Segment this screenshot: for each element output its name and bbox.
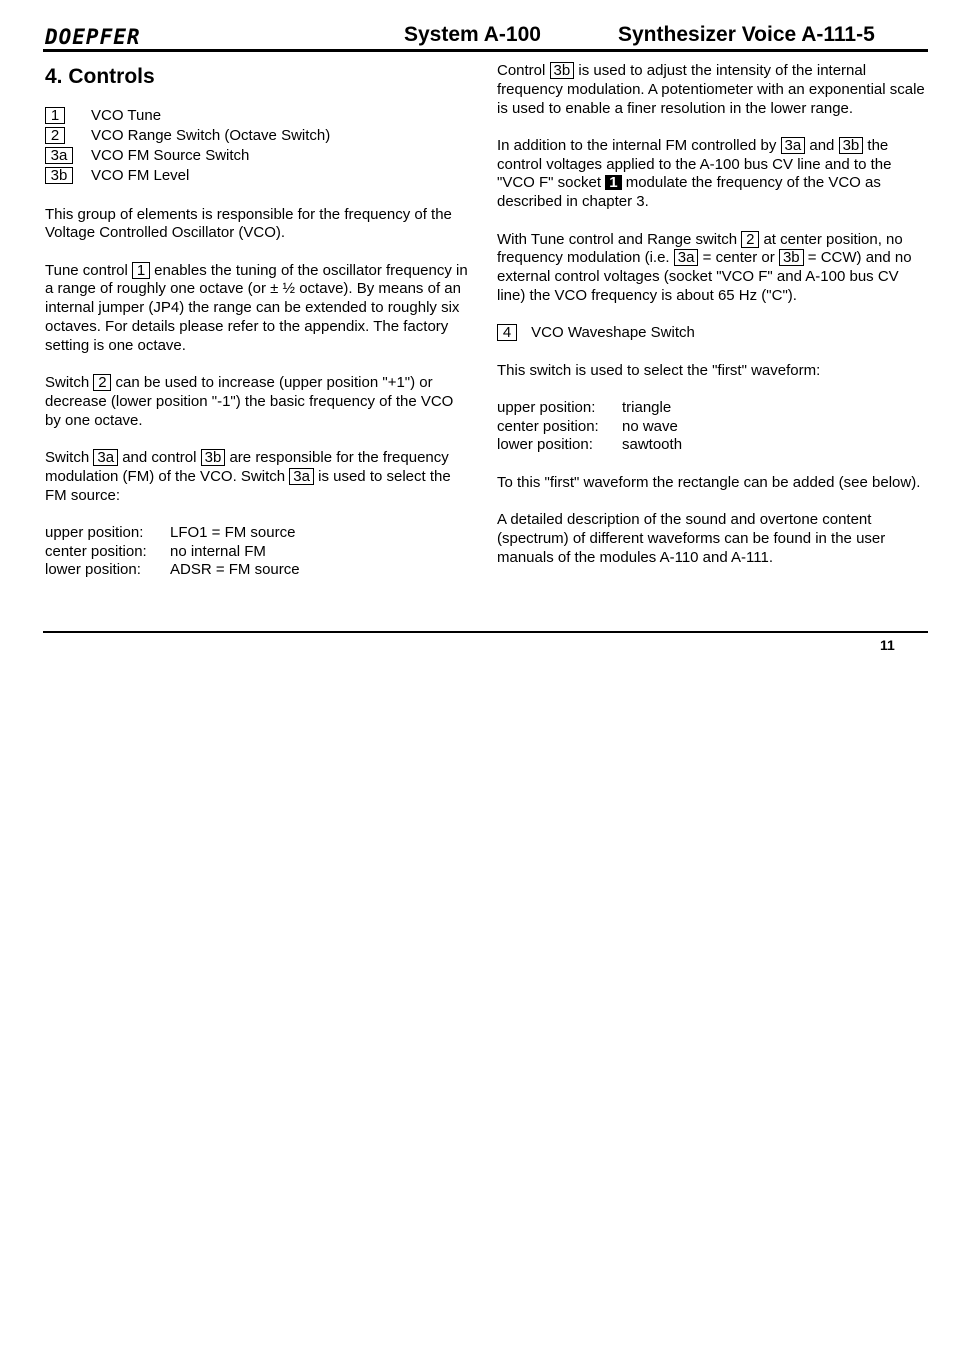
ref-box: 3a [93, 449, 118, 466]
position-row [497, 418, 929, 437]
text-run: and control [122, 448, 197, 466]
module-title: Synthesizer Voice A-111-5 [618, 23, 875, 46]
control-number-box: 4 [497, 324, 517, 341]
position-value: LFO1 = FM source [170, 523, 296, 541]
socket-ref-box: 1 [605, 175, 621, 190]
text-run: enables the tuning of the oscillator frequency in a range of roughly one octave (or ± ½ octave). By means of an internal jumper (JP4) the range can be extended to roughly six octaves. For details please refer to the appendix. The factory setting is one octave. [45, 261, 468, 354]
ref-box: 3b [550, 62, 575, 79]
text-run: With Tune control and Range switch [497, 230, 738, 248]
control-item-4 [497, 324, 929, 343]
ref-box: 3a [781, 137, 806, 154]
text-run: = center or [702, 249, 775, 267]
text-run: at center position, no frequency modulation (i.e. [497, 230, 903, 267]
text-run: Switch [45, 374, 90, 392]
position-key: lower position: [497, 436, 593, 454]
control-item-3a [45, 147, 473, 167]
position-value: triangle [622, 398, 672, 416]
text-run: is used to adjust the intensity of the internal frequency modulation. A potentiometer with an exponential scale is used to enable a finer resolution in the lower range. [497, 62, 925, 117]
text-run: = CCW) and no external control voltages (socket "VCO F" and A-100 bus CV line) the VCO frequency is about 65 Hz ("C"). [497, 249, 912, 304]
ref-box: 2 [93, 374, 111, 391]
controls-list [45, 107, 473, 187]
paragraph-switch [45, 374, 473, 430]
text-run: modulate the frequency of the VCO as described in chapter 3. [497, 174, 881, 211]
ref-box: 3b [201, 449, 226, 466]
paragraph-tune [45, 262, 473, 356]
doepfer-logo: DOEPFER [45, 25, 141, 49]
ref-box: 3a [289, 468, 314, 485]
text-run: Tune control [45, 261, 128, 279]
ref-box: 3b [839, 137, 864, 154]
position-value: no internal FM [170, 542, 266, 560]
text-run: the control voltages applied to the A-100 bus CV line and to the "VCO F" socket [497, 136, 892, 192]
control-number-box: 1 [45, 107, 65, 124]
text-run: Switch [45, 448, 90, 466]
control-number-box: 3b [45, 167, 73, 184]
waveshape-positions [497, 399, 929, 455]
paragraph-spectrum: A detailed description of the sound and overtone content (spectrum) of different waveforms can be found in the user manuals of the modules A-110 and A-111. [497, 511, 886, 566]
text-run: are responsible for the frequency modulation (FM) of the VCO. Switch [45, 448, 449, 485]
control-number-box: 2 [45, 127, 65, 144]
position-row [45, 543, 473, 562]
position-value: no wave [622, 417, 678, 435]
ref-box: 2 [741, 231, 759, 248]
ref-box: 3a [674, 249, 699, 266]
text-run: can be used to increase (upper position "+1") or decrease (lower position "-1") the basic frequency of the VCO by one octave. [45, 374, 454, 429]
text-run: is used to select the FM source: [45, 467, 451, 504]
paragraph-external-fm [497, 137, 929, 212]
position-row [45, 524, 473, 543]
control-label: VCO FM Source Switch [91, 147, 250, 164]
position-row [45, 561, 473, 580]
paragraph-fm [45, 449, 473, 505]
control-label: VCO Waveshape Switch [531, 324, 695, 342]
control-label: VCO Tune [91, 107, 162, 124]
text-run: and [809, 136, 835, 154]
paragraph-fm-level [497, 62, 929, 118]
position-value: ADSR = FM source [170, 561, 300, 579]
ref-box: 3b [779, 249, 804, 266]
control-item-1 [45, 107, 473, 127]
ref-box: 1 [132, 262, 150, 279]
control-number-box: 3a [45, 147, 73, 164]
paragraph-intro: This group of elements is responsible for the frequency of the Voltage Controlled Oscillator (VCO). [45, 205, 452, 242]
footer-rule [43, 631, 928, 633]
text-run: In addition to the internal FM controlled by [497, 136, 777, 154]
paragraph-rectangle: To this "first" waveform the rectangle can be added (see below). [497, 473, 921, 491]
paragraph-waveshape: This switch is used to select the "first" waveform: [497, 361, 821, 379]
position-row [497, 436, 929, 455]
control-label: VCO FM Level [91, 167, 190, 184]
position-key: center position: [45, 542, 147, 560]
control-label: VCO Range Switch (Octave Switch) [91, 127, 331, 144]
text-run: Control [497, 62, 546, 79]
page-header [43, 20, 928, 50]
paragraph-base-frequency [497, 231, 929, 306]
system-title: System A-100 [404, 23, 541, 46]
position-key: lower position: [45, 561, 141, 579]
control-item-2 [45, 127, 473, 147]
left-column [45, 62, 473, 599]
position-key: upper position: [45, 523, 144, 541]
right-column [497, 62, 929, 586]
control-item-3b [45, 167, 473, 187]
position-value: sawtooth [622, 436, 683, 454]
header-rule [43, 49, 928, 52]
fm-source-positions [45, 524, 473, 580]
position-row [497, 399, 929, 418]
page-number: 11 [880, 637, 895, 653]
position-key: upper position: [497, 398, 596, 416]
section-title: 4. Controls [45, 65, 155, 88]
position-key: center position: [497, 417, 599, 435]
